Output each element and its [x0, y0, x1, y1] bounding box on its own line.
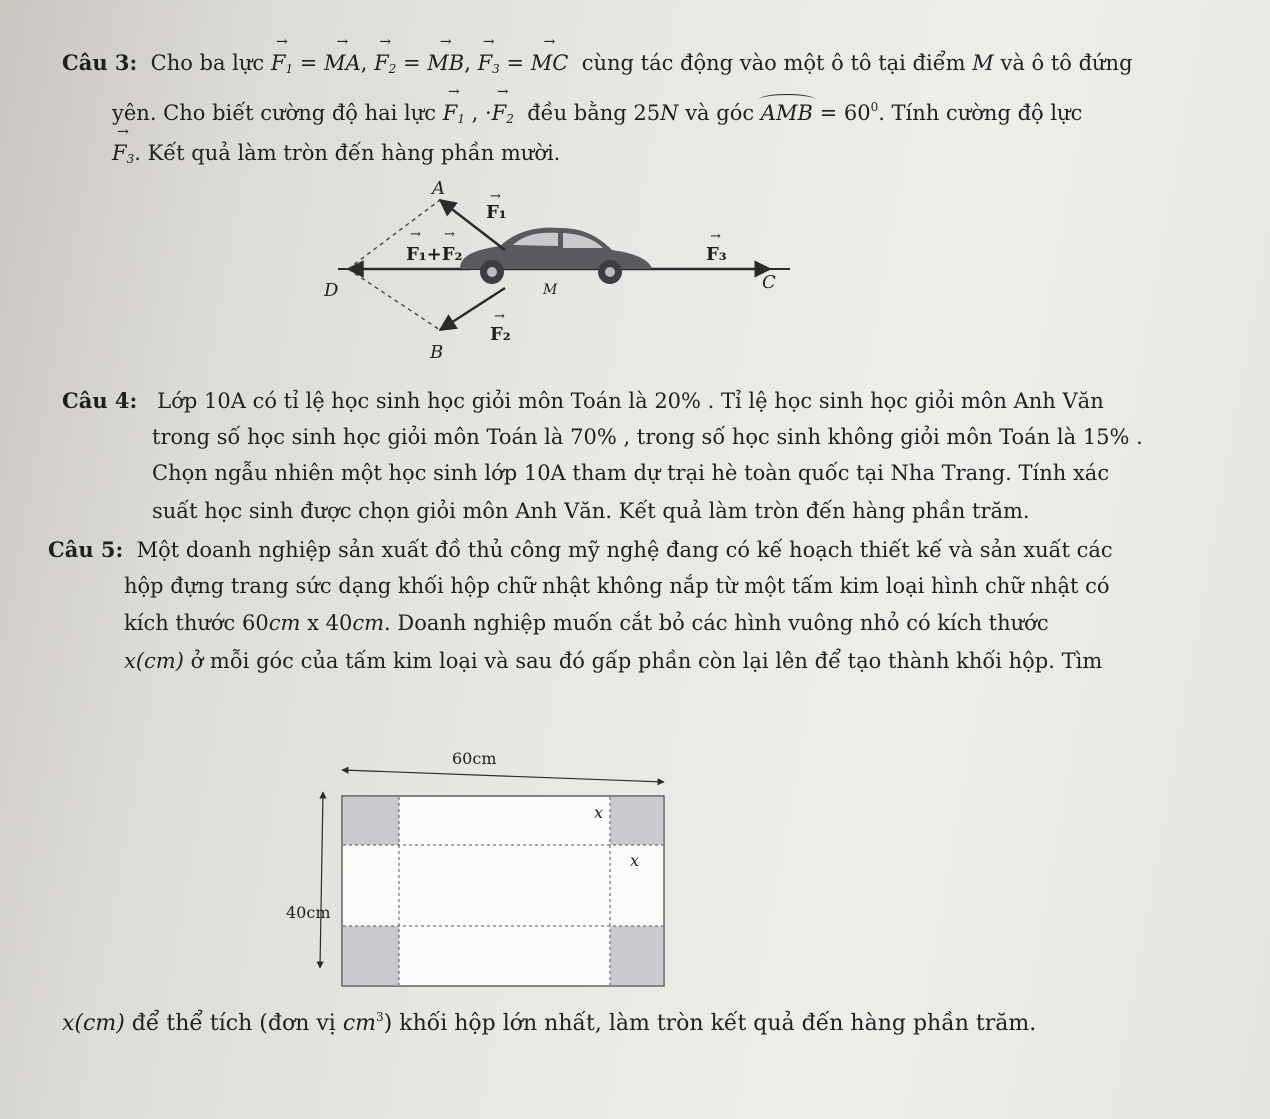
q3-line-1: Câu 3: Cho ba lực → $F_1$ = → MA, → $F_2$ = → MB, → $F_3$ = → MC cùng tác động vào một ô tô tại điểm M và ô tô đứng: [62, 50, 1133, 82]
svg-text:→: →: [494, 309, 505, 324]
svg-text:→: →: [444, 227, 455, 242]
corner-square-tr: [610, 797, 663, 845]
svg-text:→: →: [710, 229, 721, 244]
label-m: M: [543, 282, 558, 298]
vec-ma: → MA: [324, 50, 361, 76]
label-x-top: x: [594, 803, 604, 822]
q5-line-1: [48, 537, 1113, 563]
q3-text-1b: cùng tác động vào một ô tô tại điểm: [581, 51, 966, 75]
force-diagram: [300, 170, 820, 370]
q4-line-4: suất học sinh được chọn giỏi môn Anh Văn. Kết quả làm tròn đến hàng phần trăm.: [152, 499, 1030, 523]
vec-mb: → MB: [427, 50, 464, 76]
q3-text-2a: yên. Cho biết cường độ hai lực: [112, 101, 437, 125]
label-f1f2: F₁+F₂: [406, 244, 463, 265]
vec-f2: → $F_2$: [374, 50, 396, 82]
q3-text-3: . Kết quả làm tròn đến hàng phần mười.: [134, 141, 561, 165]
corner-square-br: [610, 926, 663, 985]
svg-text:→: →: [410, 227, 421, 242]
angle-amb: AMB: [760, 101, 813, 125]
label-b: B: [430, 342, 444, 363]
vec-mc: → MC: [531, 50, 569, 76]
q3-line-3: → $F_3$. Kết quả làm tròn đến hàng phần mười.: [112, 140, 560, 172]
q3-text-2c: và góc: [685, 101, 755, 125]
corner-square-tl: [343, 797, 399, 845]
q4-line-2: trong số học sinh học giỏi môn Toán là 70% , trong số học sinh không giỏi môn Toán là 15% .: [152, 425, 1143, 449]
q3-text-2b: đều bằng 25: [527, 101, 661, 125]
label-f1: F₁: [486, 202, 507, 223]
corner-square-bl: [343, 926, 399, 985]
sheet-diagram: [280, 740, 690, 990]
q3-text-2d: . Tính cường độ lực: [878, 101, 1083, 125]
label-d: D: [324, 280, 339, 301]
q4-line-3: Chọn ngẫu nhiên một học sinh lớp 10A tham dự trại hè toàn quốc tại Nha Trang. Tính xác: [152, 461, 1110, 485]
q4-text-1: Lớp 10A có tỉ lệ học sinh học giỏi môn Toán là 20% . Tỉ lệ học sinh học giỏi môn Anh Văn: [157, 389, 1104, 413]
q5-line-2: hộp đựng trang sức dạng khối hộp chữ nhật không nắp từ một tấm kim loại hình chữ nhật có: [124, 574, 1110, 598]
vec-f1: → $F_1$: [271, 50, 293, 82]
q5-line-4: x(cm) ở mỗi góc của tấm kim loại và sau đó gấp phần còn lại lên để tạo thành khối hộp. Tìm: [124, 649, 1103, 673]
q3-text-1c: và ô tô đứng: [1000, 51, 1133, 75]
q3-label: Câu 3:: [62, 50, 138, 75]
label-f2: F₂: [490, 324, 511, 345]
q3-line-2: yên. Cho biết cường độ hai lực → $F_1$ , ·→ $F_2$ đều bằng 25N và góc AMB = $60^0$. Tính cường độ lực: [112, 94, 1082, 132]
q3-text-1a: Cho ba lực: [150, 51, 265, 75]
label-f3: F₃: [706, 244, 727, 265]
q5-text-1: Một doanh nghiệp sản xuất đồ thủ công mỹ nghệ đang có kế hoạch thiết kế và sản xuất các: [136, 538, 1113, 562]
label-a: A: [432, 178, 445, 199]
q5-label: Câu 5:: [48, 537, 124, 562]
q4-line-1: [62, 388, 1104, 414]
label-x-side: x: [630, 851, 640, 870]
svg-text:→: →: [490, 189, 501, 204]
label-40cm: 40cm: [286, 903, 331, 922]
vec-f3: → $F_3$: [478, 50, 500, 82]
q4-label: Câu 4:: [62, 388, 138, 413]
q5-line-3: kích thước 60cm x 40cm. Doanh nghiệp muốn cắt bỏ các hình vuông nhỏ có kích thước: [124, 611, 1049, 635]
label-c: C: [762, 272, 776, 293]
label-60cm: 60cm: [452, 749, 497, 768]
q5-line-5: x(cm) để thể tích (đơn vị $cm^3$) khối hộp lớn nhất, làm tròn kết quả đến hàng phần trăm.: [62, 1010, 1037, 1036]
